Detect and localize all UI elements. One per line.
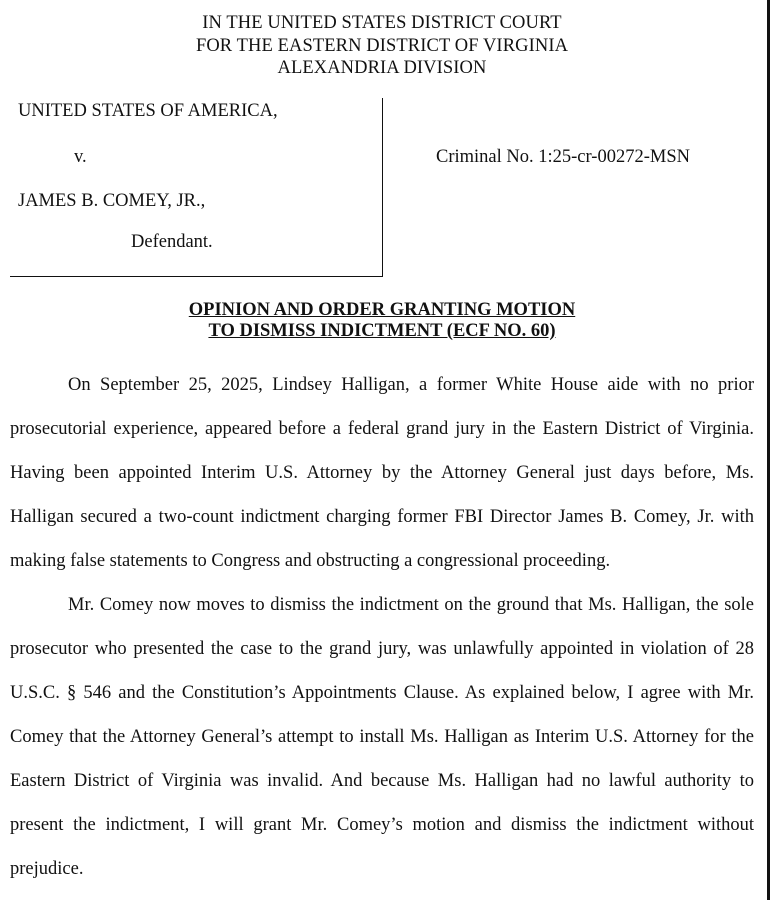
title-line-2: TO DISMISS INDICTMENT (ECF NO. 60) (208, 321, 556, 341)
case-number: Criminal No. 1:25-cr-00272-MSN (436, 147, 690, 167)
defendant-role: Defendant. (131, 232, 213, 252)
title-line-1: OPINION AND ORDER GRANTING MOTION (188, 300, 576, 320)
opinion-title (0, 300, 764, 342)
division-line: ALEXANDRIA DIVISION (277, 58, 487, 78)
body-paragraph: On September 25, 2025, Lindsey Halligan, a former White House aide with no prior prosecutorial experience, appeared before a federal grand jury in the Eastern District of Virginia. Having been appointed Interim U.S. Attorney by the Attorney General just days before, Ms. Halligan secured a two-count indictment charging former FBI Director James B. Comey, Jr. with making false statements to Congress and obstructing a congressional proceeding. (10, 375, 754, 571)
case-caption-box (10, 98, 383, 277)
opinion-body (10, 363, 754, 891)
plaintiff-name: UNITED STATES OF AMERICA, (18, 101, 278, 121)
court-name-line: IN THE UNITED STATES DISTRICT COURT (202, 13, 562, 33)
body-paragraph: Mr. Comey now moves to dismiss the indictment on the ground that Ms. Halligan, the sole prosecutor who presented the case to the grand jury, was unlawfully appointed in violation of 28 U.S.C. § 546 and the Constitution’s Appointments Clause. As explained below, I agree with Mr. Comey that the Attorney General’s attempt to install Ms. Halligan as Interim U.S. Attorney for the Eastern District of Virginia was invalid. And because Ms. Halligan had no lawful authority to present the indictment, I will grant Mr. Comey’s motion and dismiss the indictment without prejudice. (10, 595, 754, 879)
court-header (0, 12, 764, 80)
versus-label: v. (74, 147, 87, 167)
district-line: FOR THE EASTERN DISTRICT OF VIRGINIA (195, 35, 569, 56)
defendant-name: JAMES B. COMEY, JR., (18, 191, 206, 211)
